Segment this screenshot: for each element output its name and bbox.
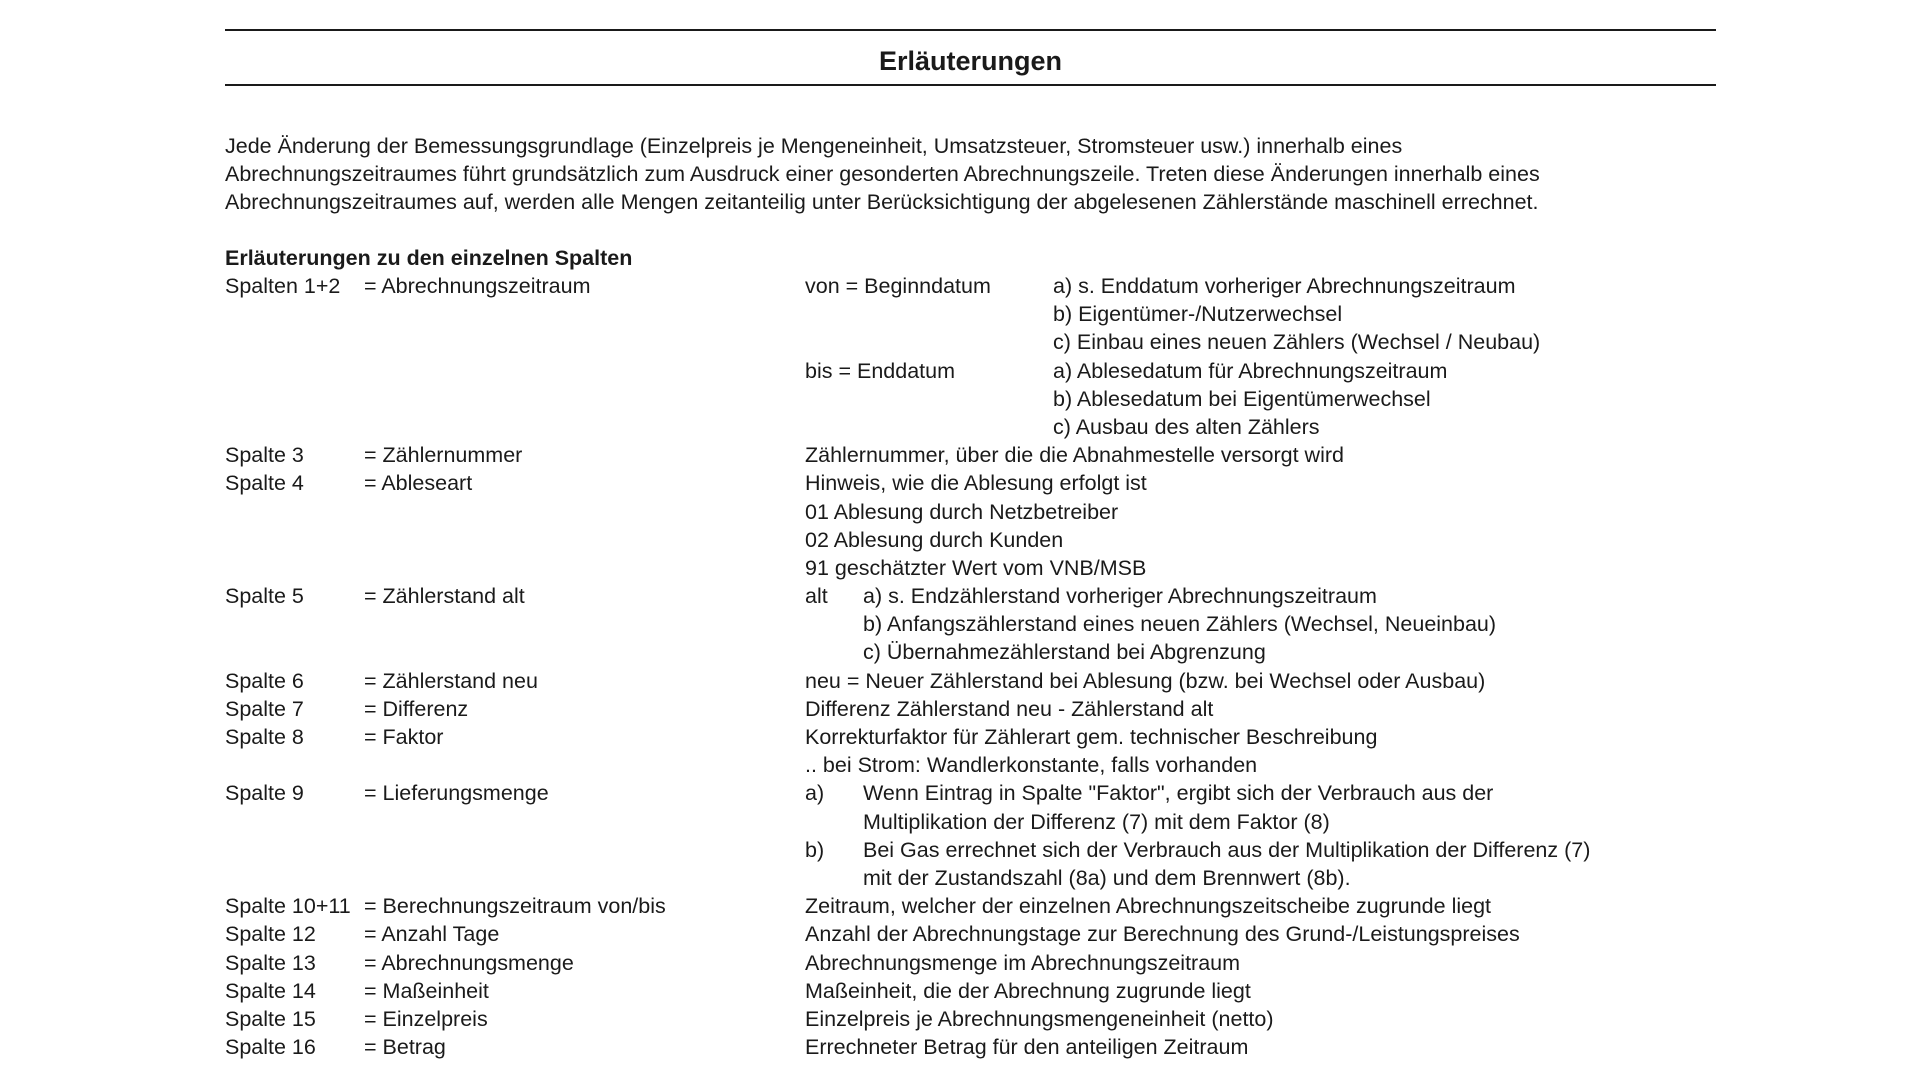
explanation-text: a) bbox=[805, 781, 825, 806]
title-underline-rule bbox=[225, 84, 1716, 86]
explanation-text: Einzelpreis je Abrechnungsmengeneinheit (netto) bbox=[805, 1006, 1274, 1031]
spalte-label: Spalte 6 bbox=[225, 668, 304, 693]
explanation-text: Errechneter Betrag für den anteiligen Zeitraum bbox=[805, 1035, 1249, 1060]
column-name: = Lieferungsmenge bbox=[364, 781, 549, 806]
explanation-row bbox=[0, 526, 1920, 554]
explanation-text: Hinweis, wie die Ablesung erfolgt ist bbox=[805, 471, 1147, 496]
section-heading: Erläuterungen zu den einzelnen Spalten bbox=[225, 246, 633, 270]
column-name: = Zählerstand alt bbox=[364, 584, 525, 609]
explanation-detail: b) Eigentümer-/Nutzerwechsel bbox=[1053, 302, 1343, 327]
explanation-row bbox=[0, 610, 1920, 638]
explanation-row bbox=[0, 413, 1920, 441]
column-explanations-list bbox=[0, 272, 1920, 1061]
column-name: = Ableseart bbox=[364, 471, 473, 496]
explanation-row bbox=[0, 723, 1920, 751]
intro-line: Jede Änderung der Bemessungsgrundlage (Einzelpreis je Mengeneinheit, Umsatzsteuer, Stromsteuer usw.) innerhalb eines bbox=[225, 134, 1403, 158]
column-name: = Berechnungszeitraum von/bis bbox=[364, 894, 666, 919]
explanation-text: Differenz Zählerstand neu - Zählerstand alt bbox=[805, 696, 1214, 721]
spalte-label: Spalten 1+2 bbox=[225, 274, 341, 298]
explanation-subtext: b) Anfangszählerstand eines neuen Zählers (Wechsel, Neueinbau) bbox=[863, 612, 1497, 637]
explanation-text: b) bbox=[805, 837, 825, 862]
intro-paragraph bbox=[225, 132, 1716, 217]
explanation-row bbox=[0, 554, 1920, 582]
explanation-text: Anzahl der Abrechnungstage zur Berechnung des Grund-/Leistungspreises bbox=[805, 922, 1520, 947]
explanation-row bbox=[0, 1033, 1920, 1061]
explanation-text: von = Beginndatum bbox=[805, 274, 991, 298]
explanation-text: Maßeinheit, die der Abrechnung zugrunde liegt bbox=[805, 978, 1251, 1003]
spalte-label: Spalte 12 bbox=[225, 922, 316, 947]
explanation-subtext: Wenn Eintrag in Spalte "Faktor", ergibt sich der Verbrauch aus der bbox=[863, 781, 1494, 806]
explanation-row bbox=[0, 469, 1920, 497]
column-name: = Abrechnungszeitraum bbox=[364, 274, 591, 298]
column-name: = Zählerstand neu bbox=[364, 668, 538, 693]
explanation-row bbox=[0, 667, 1920, 695]
explanation-subtext: Bei Gas errechnet sich der Verbrauch aus der Multiplikation der Differenz (7) bbox=[863, 837, 1591, 862]
explanation-subtext: Multiplikation der Differenz (7) mit dem Faktor (8) bbox=[863, 809, 1330, 834]
top-rule bbox=[225, 29, 1716, 31]
column-name: = Abrechnungsmenge bbox=[364, 950, 574, 975]
spalte-label: Spalte 14 bbox=[225, 978, 316, 1003]
spalte-label: Spalte 9 bbox=[225, 781, 304, 806]
explanation-text: 01 Ablesung durch Netzbetreiber bbox=[805, 499, 1119, 524]
page-title: Erläuterungen bbox=[878, 46, 1063, 76]
explanation-row bbox=[0, 1005, 1920, 1033]
explanation-row bbox=[0, 836, 1920, 864]
explanation-detail: b) Ablesedatum bei Eigentümerwechsel bbox=[1053, 386, 1431, 411]
explanation-row bbox=[0, 808, 1920, 836]
intro-line: Abrechnungszeitraumes auf, werden alle Mengen zeitanteilig unter Berücksichtigung der abgelesenen Zählerstände maschinell errechnet. bbox=[225, 190, 1539, 215]
explanation-text: Zählernummer, über die die Abnahmestelle versorgt wird bbox=[805, 443, 1344, 468]
explanation-row bbox=[0, 498, 1920, 526]
explanation-text: alt bbox=[805, 584, 828, 609]
explanation-row bbox=[0, 920, 1920, 948]
explanation-row bbox=[0, 864, 1920, 892]
column-name: = Maßeinheit bbox=[364, 978, 489, 1003]
explanation-subtext: a) s. Endzählerstand vorheriger Abrechnungszeitraum bbox=[863, 584, 1377, 609]
explanation-row bbox=[0, 751, 1920, 779]
explanation-detail: c) Einbau eines neuen Zählers (Wechsel / Neubau) bbox=[1053, 330, 1541, 355]
column-name: = Faktor bbox=[364, 725, 444, 749]
explanation-text: Korrekturfaktor für Zählerart gem. technischer Beschreibung bbox=[805, 725, 1378, 749]
explanation-row bbox=[0, 695, 1920, 723]
explanation-detail: a) s. Enddatum vorheriger Abrechnungszeitraum bbox=[1053, 274, 1516, 298]
explanation-subtext: c) Übernahmezählerstand bei Abgrenzung bbox=[863, 640, 1266, 665]
explanation-row bbox=[0, 949, 1920, 977]
explanation-row bbox=[0, 328, 1920, 356]
column-name: = Anzahl Tage bbox=[364, 922, 500, 947]
explanation-row bbox=[0, 272, 1920, 300]
explanation-text: bis = Enddatum bbox=[805, 358, 955, 383]
spalte-label: Spalte 15 bbox=[225, 1006, 316, 1031]
column-name: = Einzelpreis bbox=[364, 1006, 488, 1031]
intro-line: Abrechnungszeitraumes führt grundsätzlich zum Ausdruck einer gesonderten Abrechnungszeile. Treten diese Änderungen innerhalb eines bbox=[225, 162, 1540, 187]
spalte-label: Spalte 10+11 bbox=[225, 894, 351, 919]
spalte-label: Spalte 16 bbox=[225, 1035, 316, 1060]
explanation-text: .. bei Strom: Wandlerkonstante, falls vorhanden bbox=[805, 753, 1258, 778]
explanation-text: 91 geschätzter Wert vom VNB/MSB bbox=[805, 555, 1147, 580]
explanation-row bbox=[0, 638, 1920, 666]
explanation-text: Zeitraum, welcher der einzelnen Abrechnungszeitscheibe zugrunde liegt bbox=[805, 894, 1492, 919]
explanation-detail: a) Ablesedatum für Abrechnungszeitraum bbox=[1053, 358, 1448, 383]
column-name: = Zählernummer bbox=[364, 443, 523, 468]
explanation-text: Abrechnungsmenge im Abrechnungszeitraum bbox=[805, 950, 1241, 975]
explanation-row bbox=[0, 892, 1920, 920]
explanation-row bbox=[0, 441, 1920, 469]
explanation-row bbox=[0, 300, 1920, 328]
explanation-row bbox=[0, 357, 1920, 385]
spalte-label: Spalte 7 bbox=[225, 696, 304, 721]
column-name: = Betrag bbox=[364, 1035, 446, 1060]
column-name: = Differenz bbox=[364, 696, 469, 721]
spalte-label: Spalte 13 bbox=[225, 950, 316, 975]
explanation-row bbox=[0, 779, 1920, 807]
spalte-label: Spalte 8 bbox=[225, 725, 304, 749]
spalte-label: Spalte 4 bbox=[225, 471, 304, 496]
explanation-text: neu = Neuer Zählerstand bei Ablesung (bzw. bei Wechsel oder Ausbau) bbox=[805, 668, 1486, 693]
spalte-label: Spalte 5 bbox=[225, 584, 304, 609]
explanation-detail: c) Ausbau des alten Zählers bbox=[1053, 414, 1320, 439]
explanation-text: 02 Ablesung durch Kunden bbox=[805, 527, 1064, 552]
explanation-row bbox=[0, 582, 1920, 610]
spalte-label: Spalte 3 bbox=[225, 443, 304, 468]
explanation-row bbox=[0, 977, 1920, 1005]
explanation-row bbox=[0, 385, 1920, 413]
explanation-subtext: mit der Zustandszahl (8a) und dem Brennwert (8b). bbox=[863, 865, 1351, 890]
